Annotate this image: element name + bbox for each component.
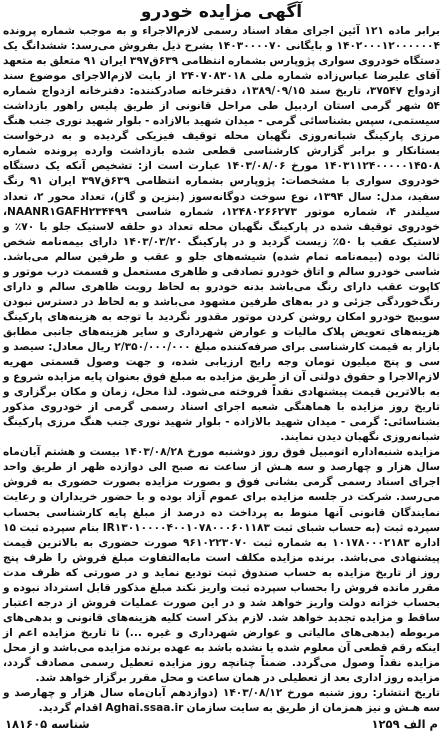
notice-reference-number: م الف ۱۲۵۹	[371, 717, 438, 731]
notice-footer	[3, 717, 440, 731]
notice-identifier: شناسه ۱۸۱۶۰۵	[5, 717, 90, 731]
notice-body	[3, 24, 440, 716]
notice-paragraph-2: مزایده شنبه‌اداره اتومبیل فوق روز دوشنبه مورخ ۱۴۰۳/۰۸/۲۸ بیست و هشتم آبان‌ماه سال هزار و چهارصد و سه هـش از ساعت نه صبح الی دوازده ظهر از طریق واحد اجرای اسناد رسمی گرمی بشانی فوق و بصورت مزایده بصورت حضوری به فروش می‌رسد. شرکت در جلسه مزایده برای عموم آزاد بوده و با حضور خریداران و رعایت نمایندگان قانونی آنها منوط به پرداخت ده درصد از مبلغ پایه کارشناسی بحساب سپرده ثبت (به حساب شبای ثبت IR۱۳۰۱۰۰۰۰۴۰۰۱۰۷۸۰۰۰۶۰۱۱۸۳ بنام سپرده ثبت ۱۵ اداره ۱۰۱۷۸۰۰۰۲۱۸۳ به شماره ثبت ۹۶۱۰۲۲۳۰۷۰ صورت حضوری به بالاترین قیمت پیشنهادی می‌باشد. برنده مزایده مکلف است مابه‌التفاوت مبلغ فروش را ظرف پنج روز از تاریخ مزایده به حساب صندوق ثبت تودیع نماید و در صورتی که ظرف مدت مقرر مانده فروش را بحساب سپرده ثبت واریز نکند مبلغ مذکور قابل استرداد نبوده و بحساب خزانه دولت واریز خواهد شد و در این صورت عملیات فروش از درجه اعتبار ساقط و مزایده تجدید خواهد شد. لازم بذکر است کلیه هزینه‌های قانونی و بدهی‌های مربوطه (بدهی‌های مالیاتی و عوارض شهرداری و غیره ...) تا تاریخ مزایده اعم از اینکه رقم قطعی آن معلوم شده یا نشده باشد به عهده برنده مزایده می‌باشد و از محل مزایده نقداً وصول می‌گردد. ضمناً چنانچه روز مزایده تعطیل رسمی مصادف گردد، مزایده روز اداری بعد از تعطیلی در همان ساعت و محل مقرر برگزار خواهد شد.	[3, 446, 441, 685]
notice-title: آگهی مزایده خودرو	[140, 2, 303, 22]
notice-paragraph-1: برابر ماده ۱۲۱ آئین اجرای مفاد اسناد رسمی لازم‌الاجراء و به موجب شماره پرونده ۱۴۰۲۰۰۰۱۲۰۰۰۰۰۰۴ و بایگانی ۱۴۰۳۰۰۰۰۷۰ بشرح ذیل بفروش می‌رسد: ششدانگ یک دستگاه خودروی سواری پژوپارس بشماره انتظامی ۶۳۹ق۳۹۷ ایران ۹۱ متعلق به متعهد آقای علیرضا عباس‌زاده شماره ملی ۲۴۰۷۰۸۳۰۱۸ از بابت لازم‌الاجرای موضوع سند ازدواج ۳۷۵۴۷، تاریخ سند ۱۳۸۹/۰۹/۱۵، دفترخانه صادرکننده: دفترخانه ازدواج شماره ۵۴ شهر گرمی استان اردبیل طی مراحل قانونی از طریق پلیس راهور بازداشت سیستمی، سپس بشناسائی گرمی - میدان شهید بالازاده - بلوار شهید نوری جنب هنگ مرزی پارکینگ شبانه‌روزی نگهبان محله توقیف فیزیکی گردیده و به درخواست بستانکار و برابر گزارش کارشناسی قطعی شده بازداشت وارده پرونده شماره ۱۴۰۳۱۱۲۴۰۰۰۰۰۱۴۵۰۸ مورخ ۱۴۰۳/۰۸/۰۶ عبارت است از: تشخیص آنکه یک دستگاه خودروی سواری با مشخصات: پژوپارس بشماره انتظامی ۶۳۹ق۳۹۷ ایران ۹۱ رنگ سفید، مدل: سال ۱۳۹۴، نوع سوخت دوگانه‌سوز (بنزین و گاز)، تعداد محور ۲، تعداد سیلندر ۴، شماره موتور ۱۲۴۸۰۲۶۶۲۷۳، شماره شاسی NAANR۱GAFH۲۳۴۴۹۹، خودروی توقیف شده در پارکینگ نگهبان محله تعداد دو حلقه لاستیک جلو با ۷۰٪ و لاستیک عقب با ۵۰٪ زیست گردید و در پارکینگ ۱۴۰۳/۰۳/۲۰ دارای بیمه‌نامه شخص ثالث بوده (بیمه‌نامه تمام شده) شیشه‌های جلو و عقب و طرفین سالم می‌باشد. شاسی خودرو سالم و اتاق خودرو تصادفی و ظاهری مستعمل و قسمت درب موتور و کاپوت عقب دارای رنگ می‌باشد بدنه خودرو به لحاظ رویت ظاهری سالم و دارای رنگ‌خوردگی جزئی و در به‌های طرفین مشهود می‌باشد و به لحاظ در دسترس نبودن سوییچ خودرو امکان روشن کردن موتور مقدور نگردید با توجه به هزینه‌های پارکینگ هزینه‌های تعویض پلاک مالیات و عوارض شهرداری و سایر هزینه‌های جانبی مطابق بازار به قیمت کارشناسی برای صرفه‌کننده مبلغ ۲/۳۵۰/۰۰۰/۰۰۰ ریال معادل: سیصد و سی و پنج میلیون تومان وجه رایج ارزیابی شده، و جهت وصول قسمتی مهریه لازم‌الاجرا و حقوق دولتی آن از طریق مزایده به مبلغ فوق بعنوان پایه مزایده شروع و به بالاترین قیمت پیشنهادی نقداً فروخته می‌شود. لذا محل، زمان و مکان برگزاری و تاریخ روز مزایده با هماهنگی شعبه اجرای اسناد رسمی گرمی از خودروی مذکور بشناسائی: گرمی - میدان شهید بالازاده - بلوار شهید نوری جنب هنگ مرزی پارکینگ شبانه‌روزی نگهبان دیدن نمایند.	[2, 25, 441, 444]
auction-notice-page	[0, 1, 443, 731]
notice-paragraph-3: تاریخ انتشار: روز شنبه مورخ ۱۴۰۳/۰۸/۱۲ (دوازدهم آبان‌ماه سال هزار و چهارصد و سه هـش و نیز همزمان از طریق به سایت سازمان Aghai.ssaa.ir اقدام گردید.	[3, 687, 440, 715]
